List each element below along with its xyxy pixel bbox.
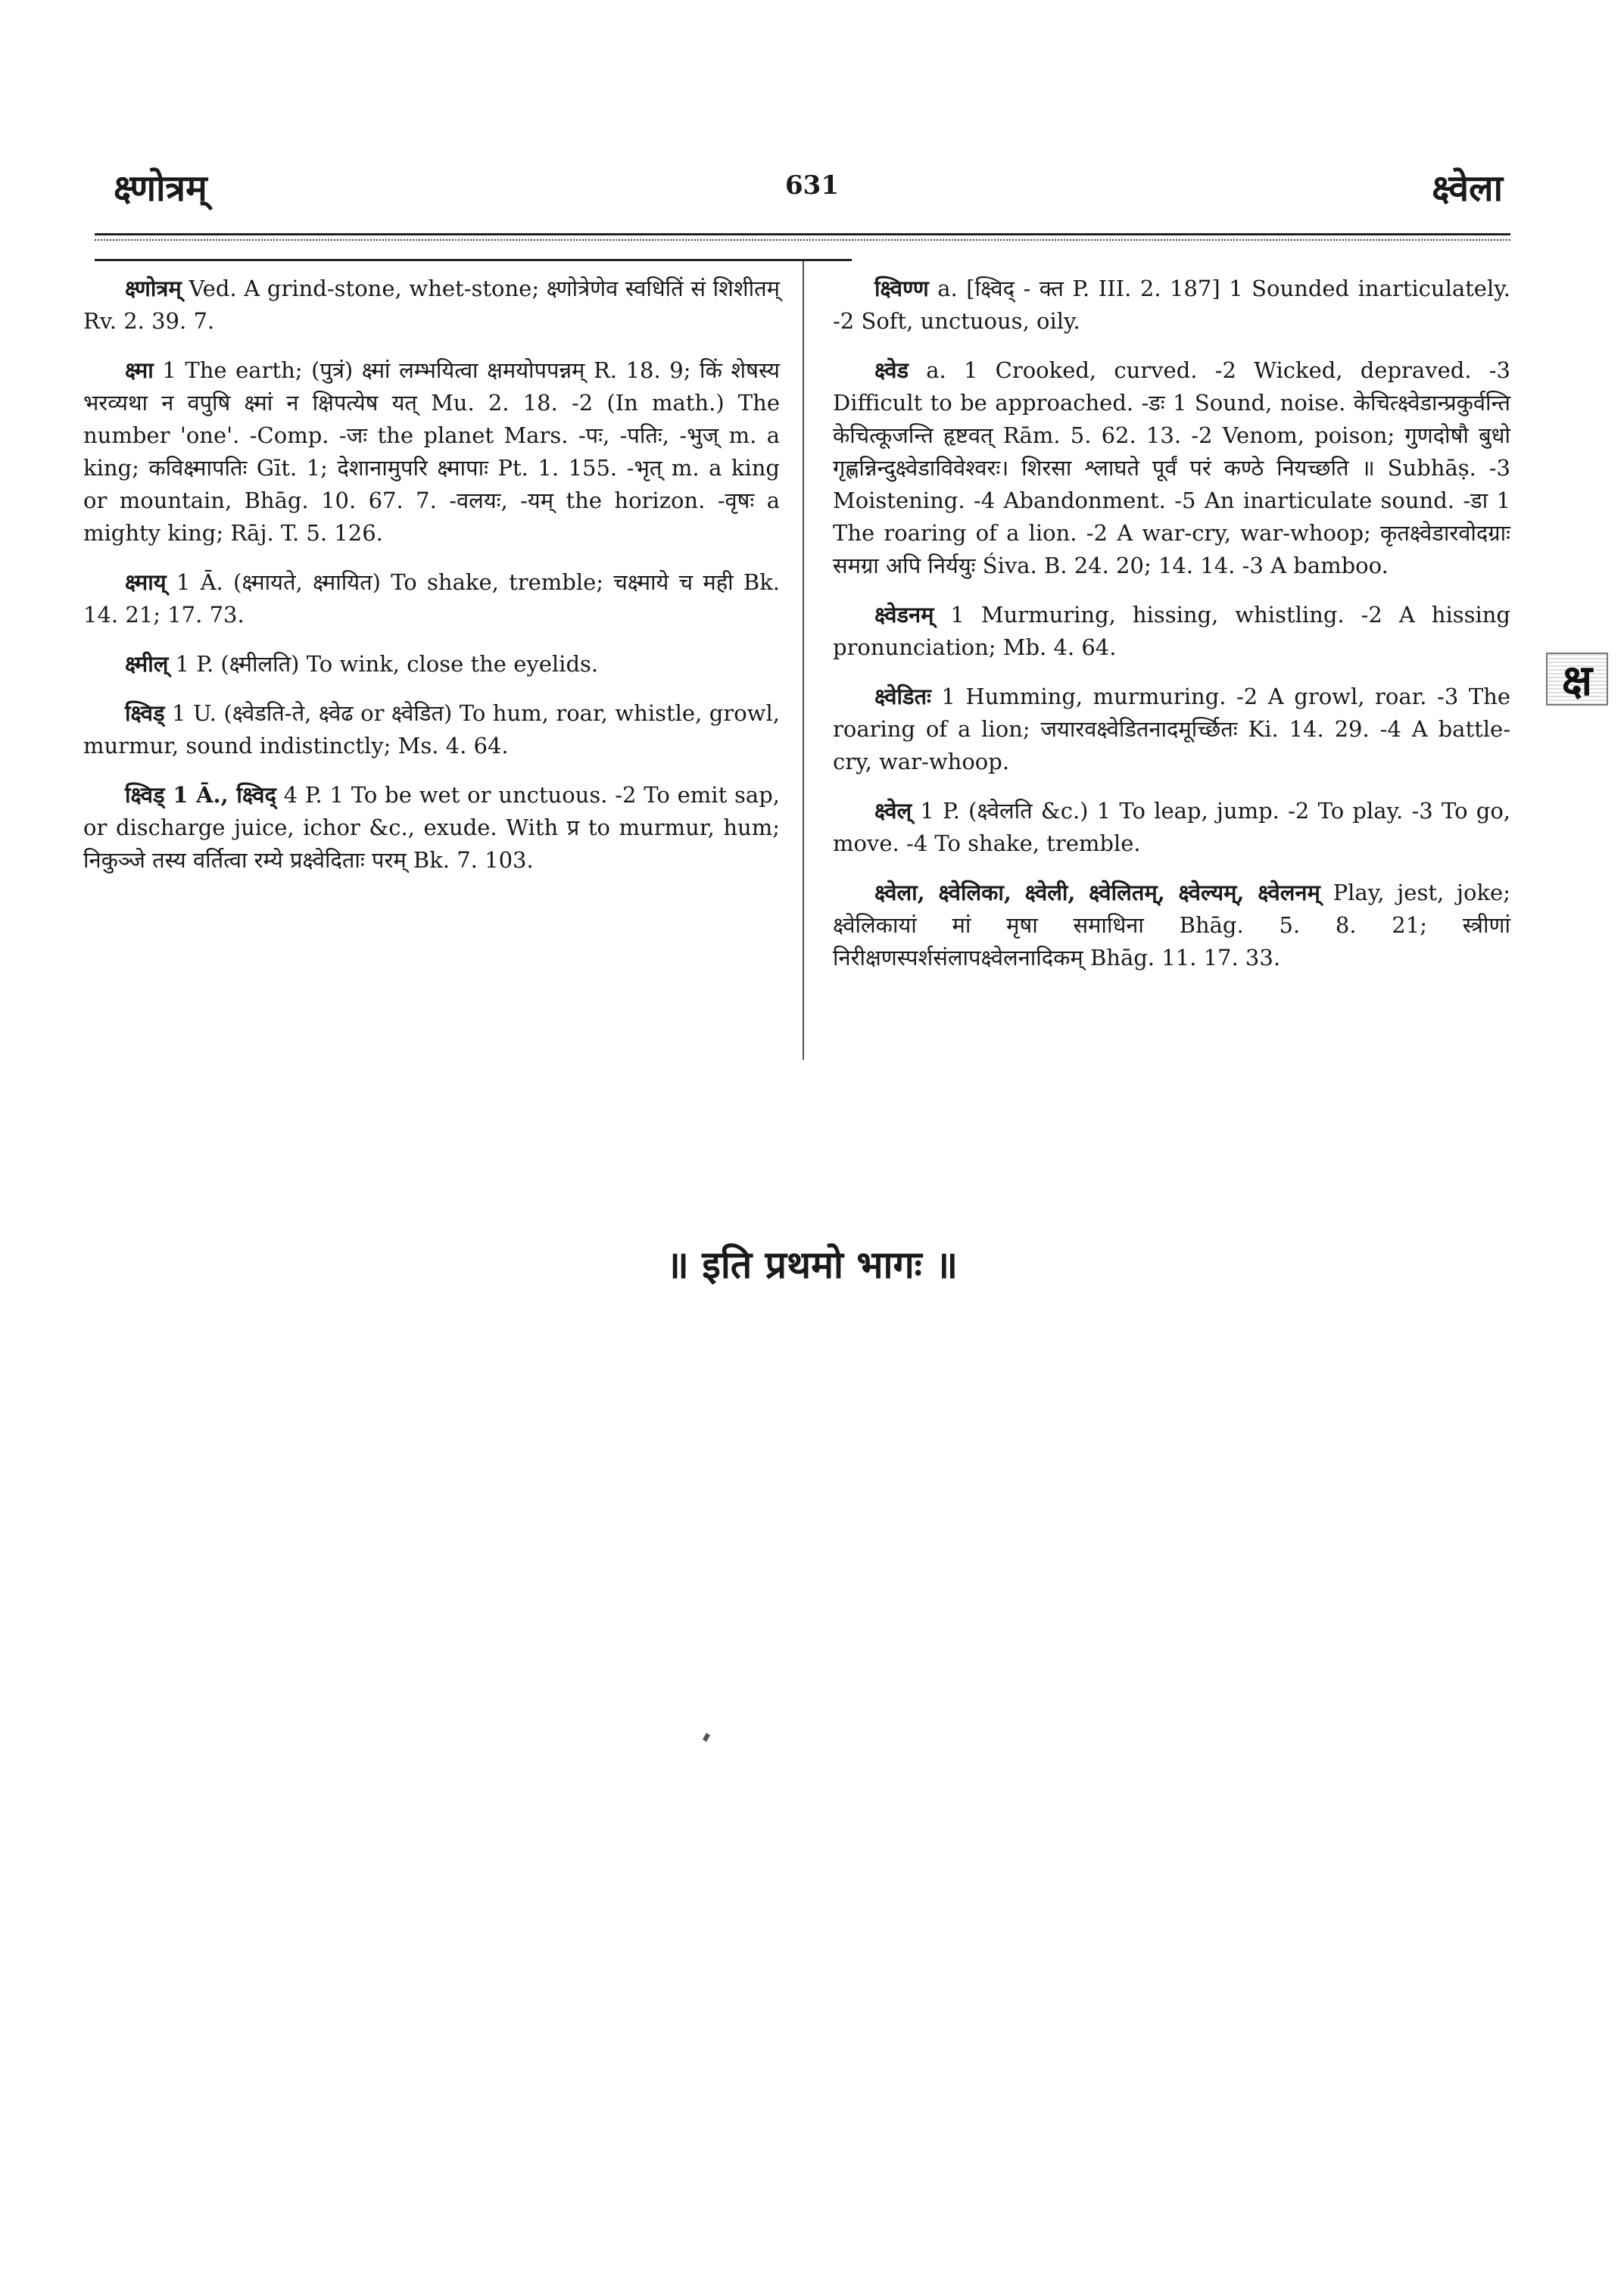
headword: क्ष्विड् bbox=[125, 700, 165, 726]
headword: क्ष्विण्ण bbox=[874, 276, 929, 301]
definition: 1 Humming, murmuring. -2 A growl, roar. -3 The roaring of a lion; जयारवक्ष्वेडितनादमूर्च्छितः Ki. 14. 29. -4 A battle-cry, war-whoop. bbox=[833, 684, 1510, 774]
running-head-right: क्ष्वेला bbox=[1432, 167, 1503, 210]
column-top-rule bbox=[95, 259, 852, 261]
definition: 1 P. (क्ष्मीलति) To wink, close the eyelids. bbox=[168, 651, 599, 677]
dictionary-entry bbox=[833, 599, 1510, 664]
headword: क्ष्विड् 1 Ā., क्ष्विद् bbox=[125, 782, 276, 808]
column-separator bbox=[803, 261, 804, 1060]
thumb-index-tab: क्ष bbox=[1546, 653, 1608, 706]
right-column bbox=[833, 273, 1510, 991]
header-rule bbox=[95, 233, 1510, 235]
definition: 1 P. (क्ष्वेलति &c.) 1 To leap, jump. -2 To play. -3 To go, move. -4 To shake, tremble. bbox=[833, 798, 1510, 856]
dictionary-entry bbox=[833, 795, 1510, 860]
dictionary-entry bbox=[83, 697, 780, 762]
dictionary-entry bbox=[83, 779, 780, 877]
running-head-left: क्ष्णोत्रम् bbox=[114, 167, 207, 210]
header-rule-dotted bbox=[95, 239, 1510, 241]
headword: क्ष्वेला, क्ष्वेलिका, क्ष्वेली, क्ष्वेलितम्, क्ष्वेल्यम्, क्ष्वेलनम् bbox=[874, 880, 1320, 905]
definition: 1 Murmuring, hissing, whistling. -2 A hissing pronunciation; Mb. 4. 64. bbox=[833, 602, 1510, 660]
dictionary-entry bbox=[833, 681, 1510, 778]
headword: क्ष्वेल् bbox=[874, 798, 912, 824]
definition: Play, jest, joke; क्ष्वेलिकायां मां मृषा समाधिना Bhāg. 5. 8. 21; स्त्रीणां निरीक्षणस्पर्शसंलापक्ष्वेलनादिकम् Bhāg. 11. 17. 33. bbox=[833, 880, 1510, 970]
page-number: 631 bbox=[785, 170, 839, 201]
headword: क्ष्माय् bbox=[125, 569, 167, 595]
headword: क्ष्वेडनम् bbox=[874, 602, 934, 628]
dictionary-entry bbox=[833, 273, 1510, 338]
headword: क्ष्वेड bbox=[874, 357, 909, 383]
headword: क्ष्मील् bbox=[125, 651, 169, 677]
print-speck bbox=[703, 1733, 710, 1742]
dictionary-entry bbox=[83, 354, 780, 550]
volume-colophon: ॥ इति प्रथमो भागः ॥ bbox=[665, 1242, 959, 1287]
headword: क्ष्वेडितः bbox=[874, 684, 931, 709]
dictionary-entry bbox=[83, 648, 780, 681]
definition: Ved. A grind-stone, whet-stone; क्ष्णोत्रेणेव स्वधितिं सं शिशीतम् Rv. 2. 39. 7. bbox=[83, 276, 780, 334]
definition: 4 P. 1 To be wet or unctuous. -2 To emit sap, or discharge juice, ichor &c., exude. With प्र to murmur, hum; निकुञ्जे तस्य वर्तित्वा रम्ये प्रक्ष्वेदिताः परम् Bk. 7. 103. bbox=[83, 782, 780, 873]
definition: 1 The earth; (पुत्रं) क्ष्मां लम्भयित्वा क्षमयोपपन्नम् R. 18. 9; किं शेषस्य भरव्यथा न वपुषि क्ष्मां न क्षिपत्येष यत् Mu. 2. 18. -2 (In math.) The number 'one'. -Comp. -जः the planet Mars. -पः, -पतिः, -भुज् m. a king; कविक्ष्मापतिः Gīt. 1; देशानामुपरि क्ष्मापाः Pt. 1. 155. -भृत् m. a king or mountain, Bhāg. 10. 67. 7. -वलयः, -यम् the horizon. -वृषः a mighty king; Rāj. T. 5. 126. bbox=[83, 357, 780, 546]
headword: क्ष्णोत्रम् bbox=[125, 276, 182, 301]
dictionary-entry bbox=[833, 354, 1510, 582]
definition: 1 U. (क्ष्वेडति-ते, क्ष्वेढ or क्ष्वेडित) To hum, roar, whistle, growl, murmur, sound indistinctly; Ms. 4. 64. bbox=[83, 700, 780, 759]
definition: a. [क्ष्विद् - क्त P. III. 2. 187] 1 Sounded inarticulately. -2 Soft, unctuous, oily. bbox=[833, 276, 1510, 334]
definition: a. 1 Crooked, curved. -2 Wicked, depraved. -3 Difficult to be approached. -डः 1 Sound, noise. केचित्क्ष्वेडान्प्रकुर्वन्ति केचित्कूजन्ति हृष्टवत् Rām. 5. 62. 13. -2 Venom, poison; गुणदोषौ बुधो गृह्णन्निन्दुक्ष्वेडाविवेश्वरः। शिरसा श्लाघते पूर्वं परं कण्ठे नियच्छति ॥ Subhāṣ. -3 Moistening. -4 Abandonment. -5 An inarticulate sound. -डा 1 The roaring of a lion. -2 A war-cry, war-whoop; कृतक्ष्वेडारवोदग्राः समग्रा अपि निर्ययुः Śiva. B. 24. 20; 14. 14. -3 A bamboo. bbox=[833, 357, 1510, 578]
left-column bbox=[83, 273, 780, 893]
headword: क्ष्मा bbox=[125, 357, 154, 383]
definition: 1 Ā. (क्ष्मायते, क्ष्मायित) To shake, tremble; चक्ष्माये च मही Bk. 14. 21; 17. 73. bbox=[83, 569, 780, 628]
dictionary-entry bbox=[83, 566, 780, 631]
dictionary-entry bbox=[83, 273, 780, 338]
dictionary-entry bbox=[833, 877, 1510, 974]
